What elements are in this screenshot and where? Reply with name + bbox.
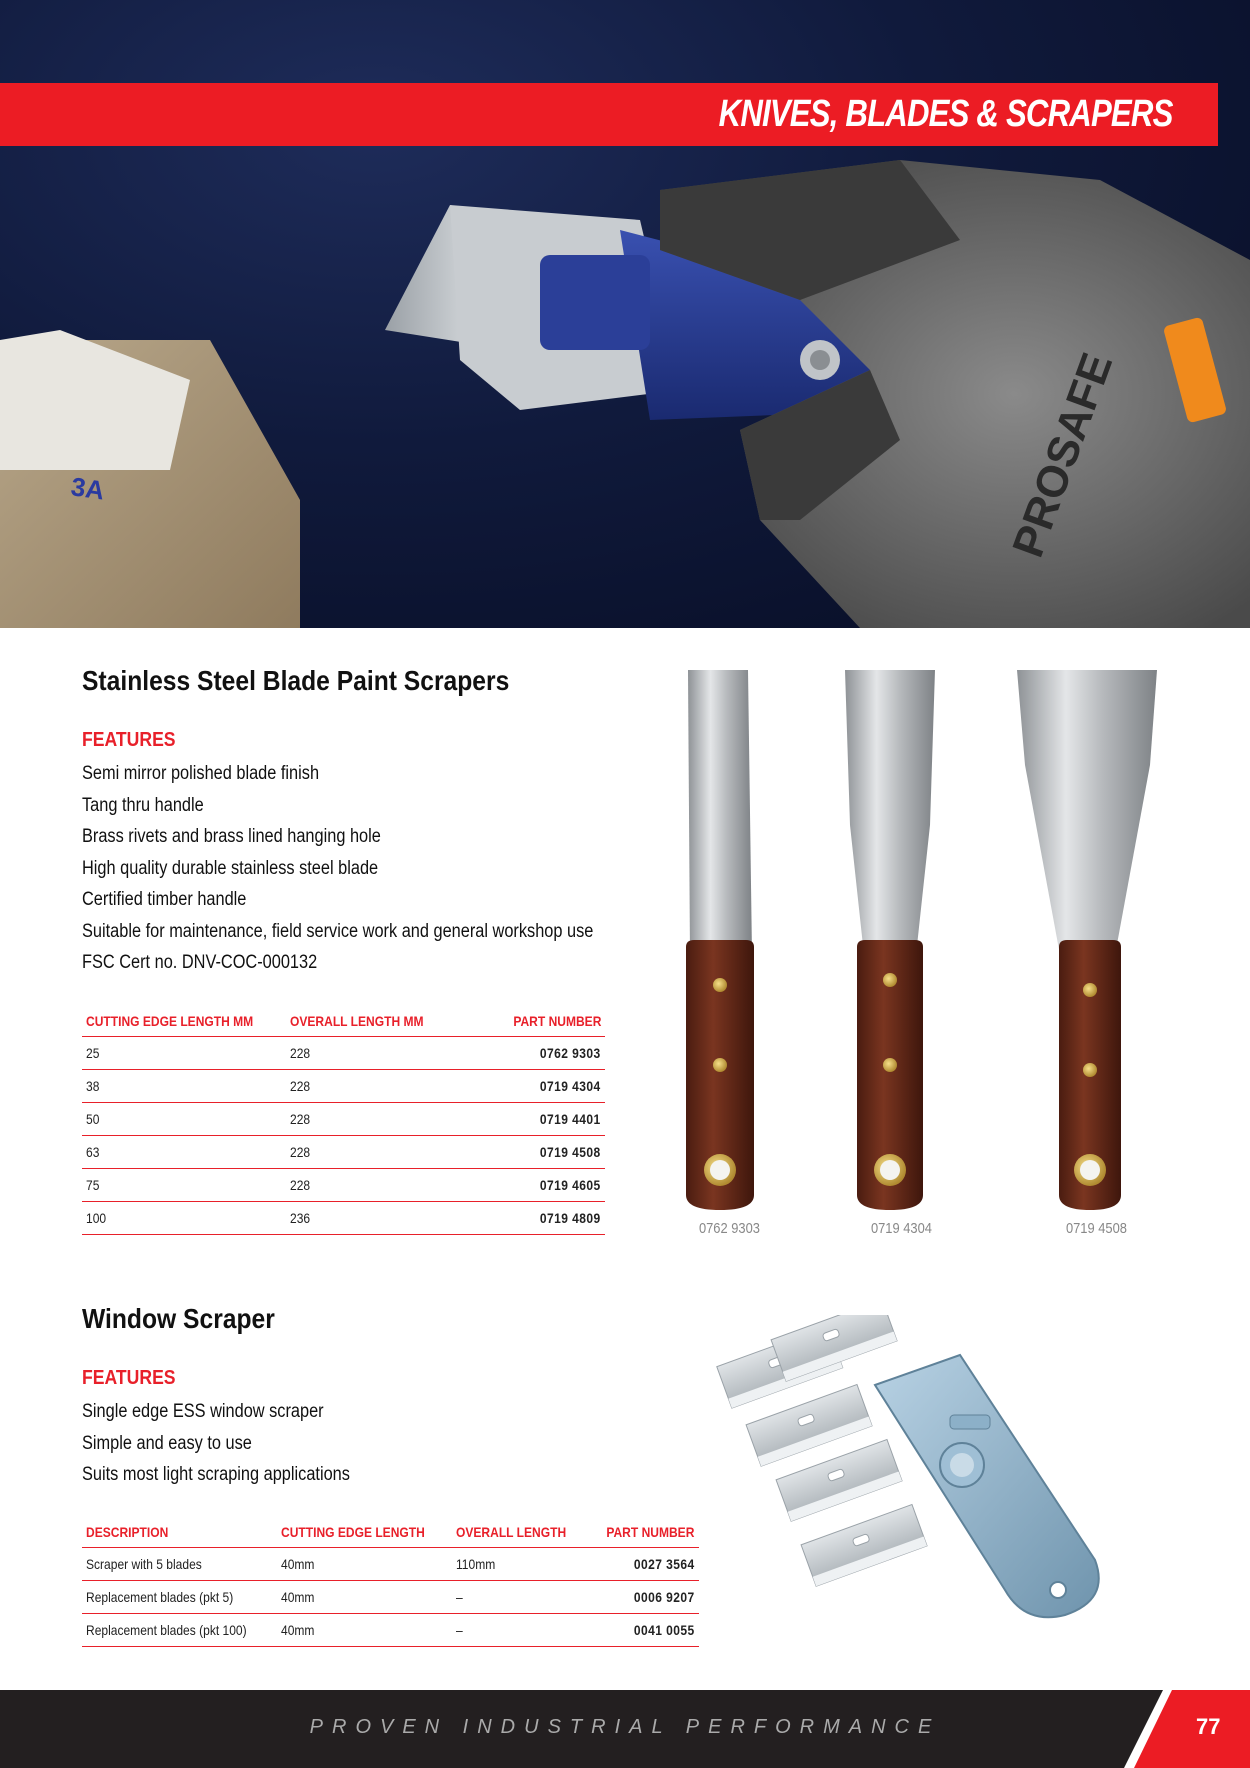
table-row (82, 1547, 699, 1580)
part-number-cell: 0719 4508 (486, 1135, 605, 1168)
page-footer (0, 1690, 1250, 1768)
table-row (82, 1613, 699, 1646)
part-number-cell: 0719 4401 (486, 1102, 605, 1135)
table-cell: 40mm (277, 1580, 452, 1613)
table-cell: 228 (286, 1069, 486, 1102)
table-cell: – (452, 1613, 588, 1646)
window-scraper-features-label: FEATURES (82, 1367, 176, 1389)
table-header-row (82, 1517, 699, 1547)
category-banner (0, 83, 1218, 146)
page-number: 77 (1196, 1714, 1221, 1739)
table-cell: 25 (82, 1036, 286, 1069)
svg-text:PROSAFE: PROSAFE (1003, 346, 1123, 564)
feature-item: Tang thru handle (82, 794, 204, 816)
table-cell: 100 (82, 1201, 286, 1234)
table-cell: Replacement blades (pkt 100) (82, 1613, 277, 1646)
part-number-cell: 0762 9303 (486, 1036, 605, 1069)
table-row (82, 1201, 605, 1234)
feature-item: High quality durable stainless steel blade (82, 857, 379, 879)
table-row (82, 1069, 605, 1102)
table-cell: 236 (286, 1201, 486, 1234)
footer-tagline: PROVEN INDUSTRIAL PERFORMANCE (309, 1716, 941, 1738)
table-row (82, 1580, 699, 1613)
paint-scraper-25mm (686, 670, 754, 1210)
column-header: DESCRIPTION (82, 1517, 277, 1547)
paint-scraper-63mm (1017, 670, 1157, 1210)
column-header: CUTTING EDGE LENGTH (277, 1517, 452, 1547)
table-cell: 40mm (277, 1547, 452, 1580)
table-cell: Replacement blades (pkt 5) (82, 1580, 277, 1613)
table-cell: 38 (82, 1069, 286, 1102)
column-header: OVERALL LENGTH (452, 1517, 588, 1547)
part-number-cell: 0719 4304 (486, 1069, 605, 1102)
table-cell: 40mm (277, 1613, 452, 1646)
column-header: CUTTING EDGE LENGTH MM (82, 1006, 286, 1036)
part-number-cell: 0027 3564 (588, 1547, 698, 1580)
table-row (82, 1168, 605, 1201)
table-cell: Scraper with 5 blades (82, 1547, 277, 1580)
feature-item: Suitable for maintenance, field service work and general workshop use (82, 920, 594, 942)
feature-item: Single edge ESS window scraper (82, 1401, 324, 1422)
column-header: PART NUMBER (588, 1517, 698, 1547)
table-cell: 228 (286, 1102, 486, 1135)
feature-item: Suits most light scraping applications (82, 1464, 350, 1485)
table-cell: 228 (286, 1036, 486, 1069)
part-number-cell: 0041 0055 (588, 1613, 698, 1646)
svg-text:3A: 3A (69, 471, 107, 506)
table-cell: 228 (286, 1135, 486, 1168)
feature-item: FSC Cert no. DNV-COC-000132 (82, 952, 318, 973)
table-cell: 228 (286, 1168, 486, 1201)
paint-scrapers-feature-list (82, 758, 677, 979)
table-cell: 63 (82, 1135, 286, 1168)
window-scraper-holder (875, 1355, 1099, 1617)
part-number-cell: 0719 4809 (486, 1201, 605, 1234)
table-header-row (82, 1006, 605, 1036)
table-cell: 75 (82, 1168, 286, 1201)
paint-scrapers-title: Stainless Steel Blade Paint Scrapers (82, 665, 510, 696)
product-caption: 0719 4508 (1065, 1220, 1127, 1237)
table-row (82, 1036, 605, 1069)
column-header: PART NUMBER (486, 1006, 605, 1036)
product-caption: 0762 9303 (698, 1220, 760, 1237)
table-cell: – (452, 1580, 588, 1613)
part-number-cell: 0719 4605 (486, 1168, 605, 1201)
feature-item: Brass rivets and brass lined hanging hole (82, 826, 381, 847)
window-scraper-title: Window Scraper (82, 1303, 275, 1334)
window-scraper-product-image (715, 1315, 1125, 1625)
paint-scrapers-features-label: FEATURES (82, 729, 176, 751)
feature-item: Semi mirror polished blade finish (82, 763, 320, 784)
hero-image (0, 0, 1250, 628)
table-row (82, 1102, 605, 1135)
window-scraper-feature-list (82, 1396, 394, 1491)
part-number-cell: 0006 9207 (588, 1580, 698, 1613)
paint-scraper-38mm (845, 670, 935, 1210)
paint-scrapers-spec-table (82, 1006, 605, 1235)
paint-scrapers-product-image (680, 665, 1170, 1215)
table-cell: 110mm (452, 1547, 588, 1580)
window-scraper-spec-table (82, 1517, 699, 1647)
table-cell: 50 (82, 1102, 286, 1135)
column-header: OVERALL LENGTH MM (286, 1006, 486, 1036)
replacement-blade (801, 1504, 927, 1586)
feature-item: Simple and easy to use (82, 1432, 252, 1454)
feature-item: Certified timber handle (82, 889, 247, 910)
product-caption: 0719 4304 (870, 1220, 932, 1237)
category-title: KNIVES, BLADES & SCRAPERS (719, 93, 1173, 135)
table-row (82, 1135, 605, 1168)
